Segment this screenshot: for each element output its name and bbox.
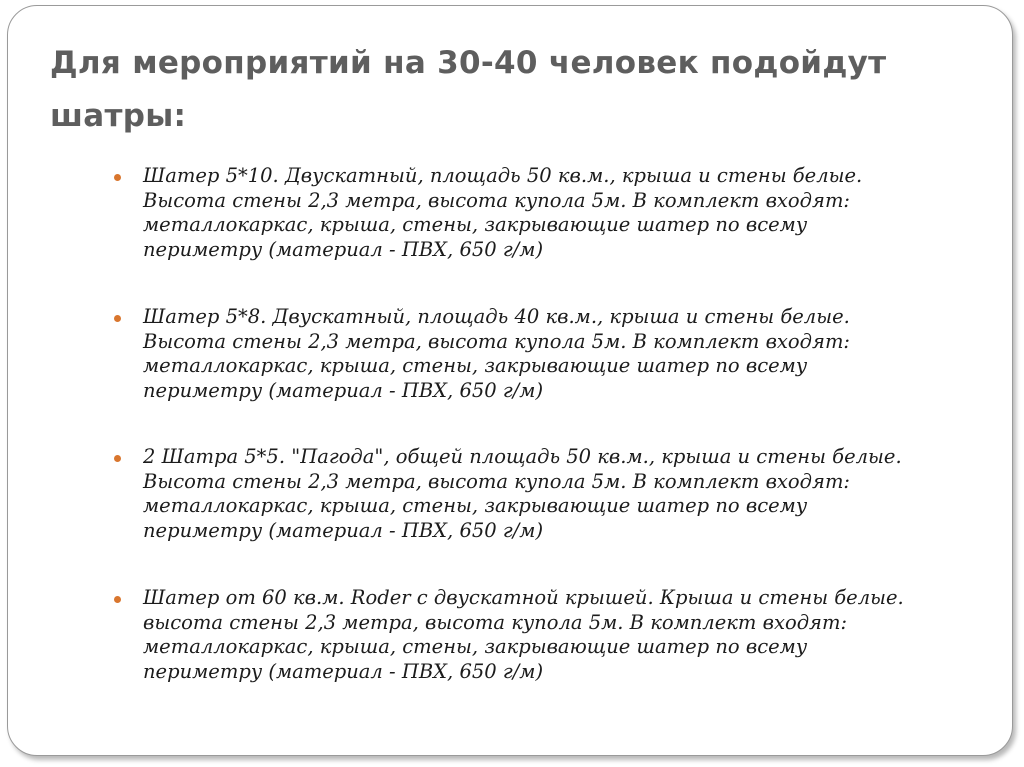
list-item-text: 2 Шатра 5*5. "Пагода", общей площадь 50 кв.м., крыша и стены белые. Высота стены 2,3 метра, высота купола 5м. В комплект входят: металлокаркас, крыша, стены, закрывающие шатер по всему периметру (материал - ПВХ, 650 г/м) <box>143 445 902 542</box>
slide-title: Для мероприятий на 30-40 человек подойдут шатры: <box>50 45 887 134</box>
list-item-text: Шатер 5*8. Двускатный, площадь 40 кв.м., крыша и стены белые. Высота стены 2,3 метра, высота купола 5м. В комплект входят: металлокаркас, крыша, стены, закрывающие шатер по всему периметру (материал - ПВХ, 650 г/м) <box>143 305 850 402</box>
list-item-text: Шатер от 60 кв.м. Roder с двускатной крышей. Крыша и стены белые. высота стены 2,3 метра, высота купола 5м. В комплект входят: металлокаркас, крыша, стены, закрывающие шатер по всему периметру (материал - ПВХ, 650 г/м) <box>143 586 904 683</box>
list-item-text: Шатер 5*10. Двускатный, площадь 50 кв.м., крыша и стены белые. Высота стены 2,3 метра, высота купола 5м. В комплект входят: металлокаркас, крыша, стены, закрывающие шатер по всему периметру (материал - ПВХ, 650 г/м) <box>143 164 863 261</box>
bullet-icon <box>114 315 121 322</box>
bullet-icon <box>114 174 121 181</box>
bullet-icon <box>114 455 121 462</box>
bullet-icon <box>114 596 121 603</box>
